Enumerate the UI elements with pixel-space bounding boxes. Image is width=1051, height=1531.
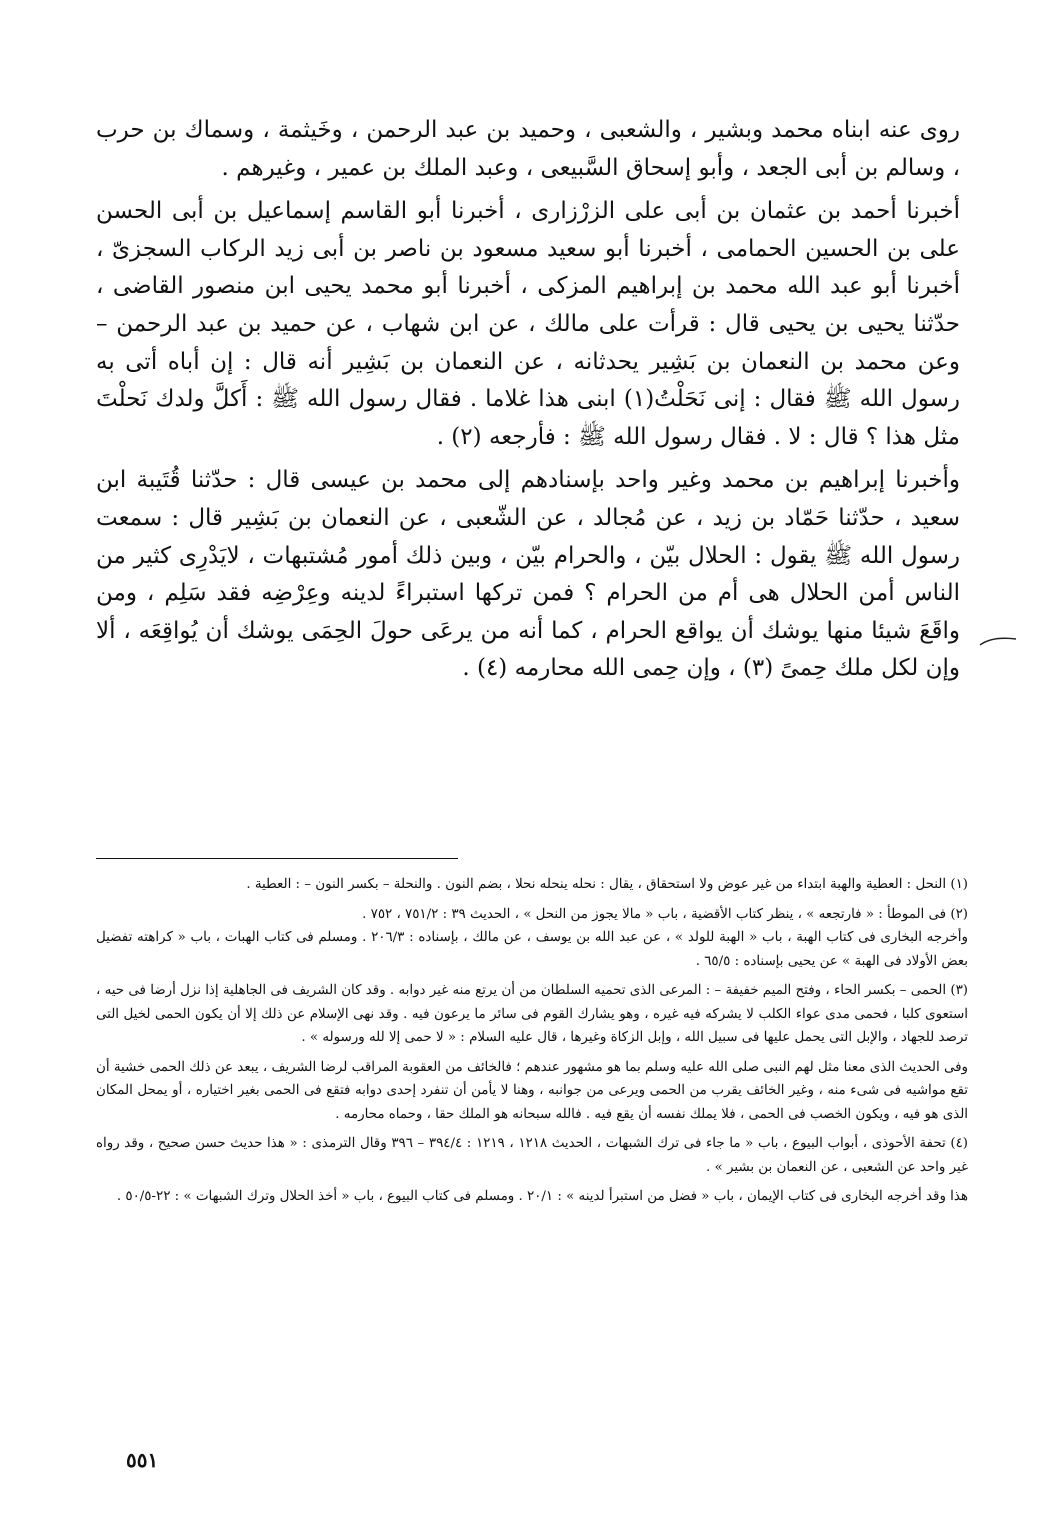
- footnote-2: (٢) فى الموطأ : « فارتجعه » ، ينظر كتاب الأقضية ، باب « مالا يجوز من النحل » ، الحديث ٣٩ : ٧٥١/٢ ، ٧٥٢ .: [362, 906, 968, 922]
- footnote-separator: [96, 858, 458, 859]
- page-number: ٥٥١: [126, 1448, 159, 1472]
- footnote-4: (٤) تحفة الأحوذى ، أبواب البيوع ، باب « ما جاء فى ترك الشبهات ، الحديث ١٢١٨ ، ١٢١٩ : ٣٩٤/٤ – ٣٩٦ وقال الترمذى : « هذا حديث حسن صحيح ، وقد رواه غير واحد عن الشعبى ، عن النعمان بن بشير » .: [96, 1136, 968, 1175]
- footnote-3-cont: وفى الحديث الذى معنا مثل لهم النبى صلى الله عليه وسلم بما هو مشهور عندهم ؛ فالخائف من العقوبة المراقب لرضا الشريف ، يبعد عن ذلك الحمى خشية أن تقع مواشيه فى شىء منه ، وغير الخائف يقرب من الحمى ويرعى من جوانبه ، وهنا لا يأمن أن تنفرد إحدى دوابه فتقع فى الحمى بغير اختياره ، أو يمحل المكان الذى هو فيه ، ويكون الخصب فى الحمى ، فلا يملك نفسه أن يقع فيه . فالله سبحانه هو الملك حقا ، وحماه محارمه .: [96, 1059, 968, 1122]
- paragraph-hadith-halal: وأخبرنا إبراهيم بن محمد وغير واحد بإسنادهم إلى محمد بن عيسى قال : حدّثنا قُتَيبة ابن سعيد ، حدّثنا حَمّاد بن زيد ، عن مُجالد ، عن الشّعبى ، عن النعمان بن بَشِير قال : سمعت رسول الله ﷺ يقول : الحلال بيّن ، والحرام بيّن ، وبين ذلك أمور مُشتبهات ، لايَدْرِى كثير من الناس أمن الحلال هى أم من الحرام ؟ فمن تركها استبراءً لدينه وعِرْضِه فقد سَلِم ، ومن واقَعَ شيئا منها يوشك أن يواقع الحرام ، كما أنه من يرعَى حولَ الحِمَى يوشك أن يُواقِعَه ، ألا وإن لكل ملك حِمىً (٣) ، وإن حِمى الله محارمه (٤) .: [96, 467, 960, 682]
- scan-pen-mark: [978, 634, 1018, 648]
- main-text: [96, 112, 960, 688]
- footnote-2-cont: وأخرجه البخارى فى كتاب الهبة ، باب « الهبة للولد » ، عن عبد الله بن يوسف ، عن مالك ، بإسناده : ٢٠٦/٣ . ومسلم فى كتاب الهبات ، باب « كراهته تفضيل بعض الأولاد فى الهبة » عن يحيى بإسناده : ٦٥/٥ .: [96, 930, 968, 969]
- footnote-3: (٣) الحمى – بكسر الحاء ، وفتح الميم خفيفة – : المرعى الذى تحميه السلطان من أن يرتع منه غير دوابه . وقد كان الشريف فى الجاهلية إذا نزل أرضا فى حيه ، استعوى كلبا ، فحمى مدى عواء الكلب لا يشركه فيه غيره ، وهو يشارك القوم فى سائر ما يرعون فيه . وقد نهى الإسلام عن ذلك إلا أن يكون الحمى لخيل التى ترصد للجهاد ، والإبل التى يحمل عليها فى سبيل الله ، وإبل الزكاة وغيرها ، قال عليه السلام : « لا حمى إلا لله ورسوله » .: [96, 983, 968, 1045]
- footnote-4-cont: هذا وقد أخرجه البخارى فى كتاب الإيمان ، باب « فضل من استبرأ لدينه » : ٢٠/١ . ومسلم فى كتاب البيوع ، باب « أخذ الحلال وترك الشبهات » : ٢٢-٥٠/٥ .: [116, 1189, 968, 1204]
- paragraph-narrators: روى عنه ابناه محمد وبشير ، والشعبى ، وحميد بن عبد الرحمن ، وخَيثمة ، وسماك بن حرب ، وسالم بن أبى الجعد ، وأبو إسحاق السَّبيعى ، وعبد الملك بن عمير ، وغيرهم .: [96, 117, 960, 181]
- footnotes: [96, 873, 968, 1209]
- footnote-1: (١) النحل : العطية والهبة ابتداء من غير عوض ولا استحقاق ، يقال : نحله ينحله نحلا ، بضم النون . والنحلة – بكسر النون – : العطية .: [246, 877, 968, 892]
- paragraph-hadith-gift: أخبرنا أحمد بن عثمان بن أبى على الزرْزارى ، أخبرنا أبو القاسم إسماعيل بن أبى الحسن على بن الحسين الحمامى ، أخبرنا أبو سعيد مسعود بن ناصر بن أبى زيد الركاب السجزىّ ، أخبرنا أبو عبد الله محمد بن إبراهيم المزكى ، أخبرنا أبو محمد يحيى ابن منصور القاضى ، حدّثنا يحيى بن يحيى قال : قرأت على مالك ، عن ابن شهاب ، عن حميد بن عبد الرحمن – وعن محمد بن النعمان بن بَشِير يحدثانه ، عن النعمان بن بَشِير أنه قال : إن أباه أتى به رسول الله ﷺ فقال : إنى نَحَلْتُ(١) ابنى هذا غلاما . فقال رسول الله ﷺ : أَكلَّ ولدك نَحلْتَ مثل هذا ؟ قال : لا . فقال رسول الله ﷺ : فأرجعه (٢) .: [96, 198, 961, 450]
